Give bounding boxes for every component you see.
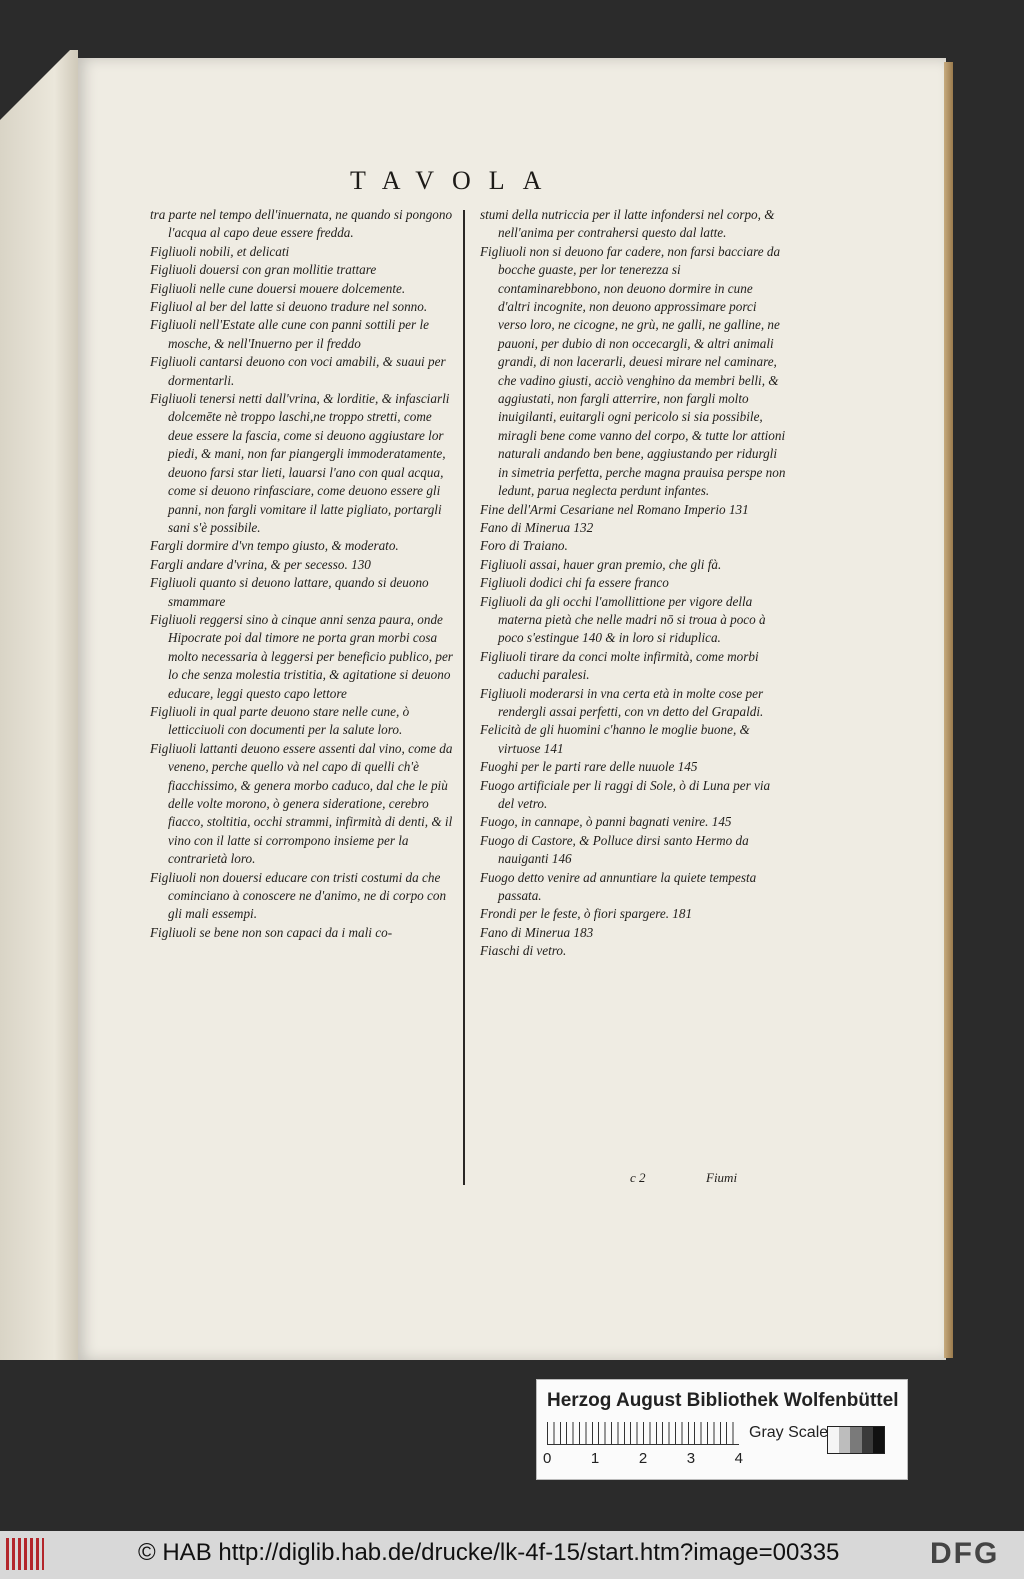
index-entry: Figliuoli tirare da conci molte infirmità, come morbi caduchi paralesi. bbox=[480, 648, 759, 683]
index-entry: Figliuol al ber del latte si deuono tradure nel sonno. bbox=[150, 299, 428, 315]
index-entry: Fuogo detto venire ad annuntiare la quiete tempesta passata. bbox=[480, 869, 757, 904]
page-title: TAVOLA bbox=[350, 166, 560, 195]
index-entry: Fano di Mineruа 132 bbox=[480, 519, 594, 535]
ruler-tick-label: 1 bbox=[590, 1450, 600, 1467]
index-entry: Fuogo di Castore, & Polluce dirsi santo Hermo da nauiganti 146 bbox=[480, 832, 749, 867]
gray-swatch bbox=[839, 1427, 850, 1453]
ruler-tick-label: 0 bbox=[543, 1450, 552, 1467]
index-entry: Fano di Mineruа 183 bbox=[480, 924, 594, 940]
index-entry: Figliuoli dodici chi fa essere franco bbox=[480, 575, 669, 591]
catchword: Fiumi bbox=[706, 1170, 738, 1185]
gray-swatch bbox=[828, 1427, 839, 1453]
gray-swatch bbox=[873, 1427, 884, 1453]
index-entry: Fargli andare d'vrina, & per secesso. 130 bbox=[150, 556, 371, 572]
index-entry: Figliuoli assai, hauer gran premio, che gli fà. bbox=[480, 556, 722, 572]
gray-scale-label: Gray Scale bbox=[749, 1424, 829, 1441]
index-entry: Figliuoli lattanti deuono essere assenti dal vino, come da veneno, perche quello và nel capo di quelli ch'è fiacchissimo, & genera morbo caduco, dal che le più delle volte morono, ò genera sideratione, cerebro fiacco, stoltitia, occhi strammi, infirmità di denti, & il vino con il latte si corrompono insieme per la contrarietà loro. bbox=[150, 740, 453, 867]
hab-logo-icon bbox=[6, 1538, 44, 1570]
index-column-right bbox=[480, 206, 786, 961]
column-divider bbox=[463, 210, 465, 1185]
ruler bbox=[547, 1422, 739, 1445]
footer-bar bbox=[0, 1531, 1024, 1579]
ruler-tick-label: 3 bbox=[686, 1450, 696, 1467]
ruler-numbers bbox=[543, 1450, 743, 1467]
page-fore-edge bbox=[944, 62, 953, 1358]
index-entry: Figliuoli tenersi netti dall'vrina, & lorditie, & infasciarli dolcemēte nè troppo laschi,ne troppo stretti, come deue essere la fascia, come si deuono aggiustare lor piedi, & mani, non far piangergli immoderatamente, deuono farsi star lieti, lauarsi l'ano con qual acqua, come si deuono rinfasciare, come deuono essere gli panni, non fargli vomitare il latte pigliato, portargli sani s'è possibile. bbox=[150, 391, 450, 535]
index-entry: Figliuoli cantarsi deuono con voci amabili, & suaui per dormentarli. bbox=[150, 354, 446, 388]
index-entry: Figliuoli se bene non son capaci da i mali co- bbox=[150, 924, 393, 940]
index-entry: stumi della nutriccia per il latte infondersi nel corpo, & nell'anima per contrahersi questo dal latte. bbox=[480, 207, 775, 241]
index-entry: Figliuoli da gli occhi l'amollittione per vigore della materna pietà che nelle madri nō si troua à poco à poco s'estingue 140 & in loro si riduplica. bbox=[480, 593, 766, 646]
index-entry: Fiaschi di vetro. bbox=[480, 943, 567, 959]
gray-scale-swatches bbox=[827, 1426, 885, 1454]
index-entry: Figliuoli nobili, et delicati bbox=[150, 243, 290, 259]
gray-swatch bbox=[862, 1427, 873, 1453]
ruler-tick-label: 2 bbox=[638, 1450, 648, 1467]
gray-swatch bbox=[850, 1427, 861, 1453]
torn-corner bbox=[0, 50, 70, 120]
signature-mark: c 2 bbox=[630, 1170, 646, 1185]
index-entry: Figliuoli reggersi sino à cinque anni senza paura, onde Hipocrate poi dal timore ne porta gran morbi cosa molto necessaria à leggersi per beneficio publico, per lo che senza molestia tristitia, & agitatione si deuono educare, leggi questo capo lettore bbox=[150, 611, 453, 701]
index-entry: Figliuoli non douersi educare con tristi costumi da che cominciano à conoscere ne d'animo, ne di corpo con gli mali essempi. bbox=[150, 869, 447, 922]
index-entry: Figliuoli nelle cune douersi mouere dolcemente. bbox=[150, 280, 406, 296]
index-entry: Figliuoli moderarsi in vna certa età in molte cose per rendergli assai perfetti, con vn detto del Grapaldi. bbox=[480, 685, 764, 719]
index-entry: Figliuoli in qual parte deuono stare nelle cune, ò letticciuoli con documenti per la salute loro. bbox=[150, 703, 410, 738]
index-entry: Figliuoli nell'Estate alle cune con panni sottili per le mosche, & nell'Inuerno per il freddo bbox=[150, 317, 429, 351]
index-entry: Frondi per le feste, ò fiori spargere. 181 bbox=[480, 906, 693, 922]
dfg-logo: DFG bbox=[930, 1537, 1000, 1570]
index-entry: Fargli dormire d'vn tempo giusto, & moderato. bbox=[150, 538, 399, 554]
ruler-tick-label: 4 bbox=[734, 1450, 743, 1467]
index-entry: Foro di Traiano. bbox=[480, 538, 568, 554]
index-entry: Figliuoli douersi con gran mollitie trattare bbox=[150, 262, 377, 278]
index-entry: Felicità de gli huomini c'hanno le moglie buone, & virtuose 141 bbox=[480, 722, 750, 756]
index-entry: Fuoghi per le parti rare delle nuuole 145 bbox=[480, 759, 698, 775]
index-entry: tra parte nel tempo dell'inuernata, ne quando si pongono l'acqua al capo deue essere fredda. bbox=[150, 207, 453, 241]
facing-page-edge bbox=[0, 50, 78, 1360]
credit-link[interactable]: © HAB http://diglib.hab.de/drucke/lk-4f-15/start.htm?image=00335 bbox=[138, 1539, 840, 1566]
index-column-left bbox=[150, 206, 456, 942]
index-entry: Fuogo artificiale per li raggi di Sole, ò di Luna per via del vetro. bbox=[480, 777, 771, 811]
color-scale-card bbox=[536, 1379, 908, 1480]
index-entry: Fuogo, in cannape, ò panni bagnati venire. 145 bbox=[480, 814, 732, 830]
index-entry: Figliuoli non si deuono far cadere, non farsi bacciare da bocche guaste, per lor tenerezza si contaminarebbono, non deuono dormire in cune d'altri incognite, non deuono approssimare porci verso loro, ne cicogne, ne grù, ne galli, ne galline, ne pauoni, per dubio di non occecargli, & altri animali grandi, di non lacerarli, deuesi mirare nel caminare, che vadino giusti, acciò venghino da membri belli, & aggiustati, non fargli atterrire, non fargli molto inuigilanti, euitargli ogni pericolo si sia possibile, miragli bene come vanno del corpo, & tutte lor attioni naturali andando ben bene, aggiustando per ridurgli in simetria perfetta, perche magna prauisa perspe non ledunt, parua neglecta perdunt infantes. bbox=[480, 243, 786, 499]
index-entry: Figliuoli quanto si deuono lattare, quando si deuono smammare bbox=[150, 575, 429, 609]
index-entry: Fine dell'Armi Cesariane nel Romano Imperio 131 bbox=[480, 501, 749, 517]
library-name: Herzog August Bibliothek Wolfenbüttel bbox=[547, 1390, 899, 1411]
